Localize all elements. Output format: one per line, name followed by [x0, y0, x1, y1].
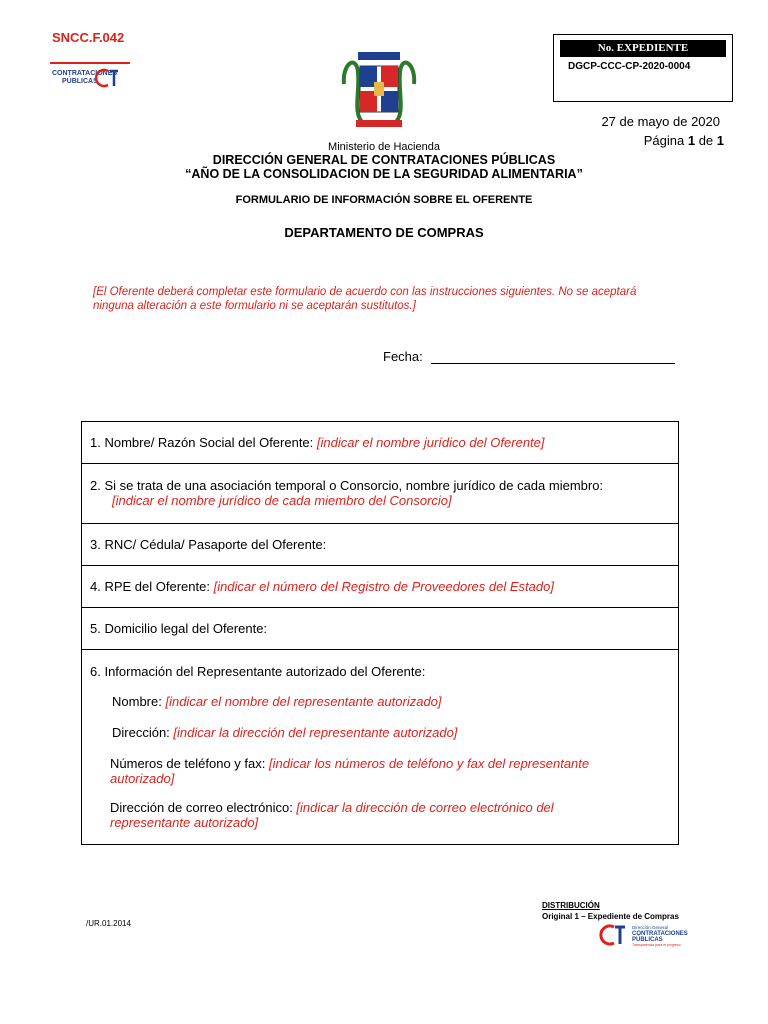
footer-logo-line2: CONTRATACIONES	[632, 931, 688, 937]
row-nombre-oferente[interactable]: 1. Nombre/ Razón Social del Oferente: [indicar el nombre jurídico del Oferente]	[82, 422, 678, 464]
form-title: FORMULARIO DE INFORMACIÓN SOBRE EL OFERENTE	[235, 194, 533, 206]
form-code: SNCC.F.042	[52, 30, 125, 45]
instructions: [El Oferente deberá completar este formulario de acuerdo con las instrucciones siguientes. No se aceptará ninguna alteración a este formulario ni se aceptarán sustitutos.]	[93, 286, 637, 312]
dgcp-logo-icon	[50, 62, 130, 96]
rep-telefono: Números de teléfono y fax: [indicar los números de teléfono y fax del representante autorizado]	[110, 756, 590, 786]
logo-small-line1: CONTRATACIONES	[52, 70, 118, 77]
footer-logo-line3: PÚBLICAS	[632, 937, 663, 943]
expediente-number: DGCP-CCC-CP-2020-0004	[568, 61, 691, 72]
institution-heading	[0, 153, 768, 181]
logo-small-line2: PÚBLICAS	[62, 78, 98, 85]
row-consorcio[interactable]: 2. Si se trata de una asociación temporal o Consorcio, nombre jurídico de cada miembro: [indicar el nombre jurídico de cada miembro del Consorcio]	[82, 464, 678, 524]
ministerio: Ministerio de Hacienda	[328, 141, 440, 153]
fecha-label: Fecha:	[383, 349, 423, 364]
page-indicator: Página 1 de 1	[643, 133, 724, 148]
dgcp-footer-logo-icon	[598, 922, 690, 948]
footer-logo-line1: Dirección General	[632, 925, 669, 930]
row-rpe[interactable]: 4. RPE del Oferente: [indicar el número del Registro de Proveedores del Estado]	[82, 566, 678, 608]
rep-direccion: Dirección: [indicar la dirección del representante autorizado]	[112, 725, 458, 740]
distribucion-original: Original 1 – Expediente de Compras	[542, 912, 679, 921]
fecha-field[interactable]	[431, 363, 675, 364]
coat-of-arms-icon	[334, 44, 424, 136]
direccion-general: DIRECCIÓN GENERAL DE CONTRATACIONES PÚBLICAS	[212, 153, 556, 167]
row-representante[interactable]: 6. Información del Representante autorizado del Oferente: Nombre: [indicar el nombre del representante autorizado] Dirección: [indicar la dirección del representante autorizado] Números de teléfono y fax: [indicar los números de teléfono y fax del representante autorizado] Dirección de correo electrónico: [indicar la dirección de correo electrónico del representante autorizado]	[82, 650, 678, 844]
footer-code: /UR.01.2014	[86, 919, 131, 928]
distribucion-label: DISTRIBUCIÓN	[542, 901, 600, 910]
lema: “AÑO DE LA CONSOLIDACION DE LA SEGURIDAD ALIMENTARIA”	[185, 167, 583, 181]
row-rnc[interactable]: 3. RNC/ Cédula/ Pasaporte del Oferente:	[82, 524, 678, 566]
footer-logo-tagline: Transparencia para el progreso	[632, 943, 681, 947]
expediente-label: No. EXPEDIENTE	[560, 40, 726, 57]
rep-nombre: Nombre: [indicar el nombre del representante autorizado]	[112, 694, 442, 709]
department-title: DEPARTAMENTO DE COMPRAS	[284, 225, 484, 240]
row-domicilio[interactable]: 5. Domicilio legal del Oferente:	[82, 608, 678, 650]
rep-correo: Dirección de correo electrónico: [indicar la dirección de correo electrónico del representante autorizado]	[110, 800, 554, 830]
oferente-form-table	[81, 421, 679, 845]
document-date: 27 de mayo de 2020	[601, 114, 720, 129]
expediente-box	[553, 34, 733, 102]
